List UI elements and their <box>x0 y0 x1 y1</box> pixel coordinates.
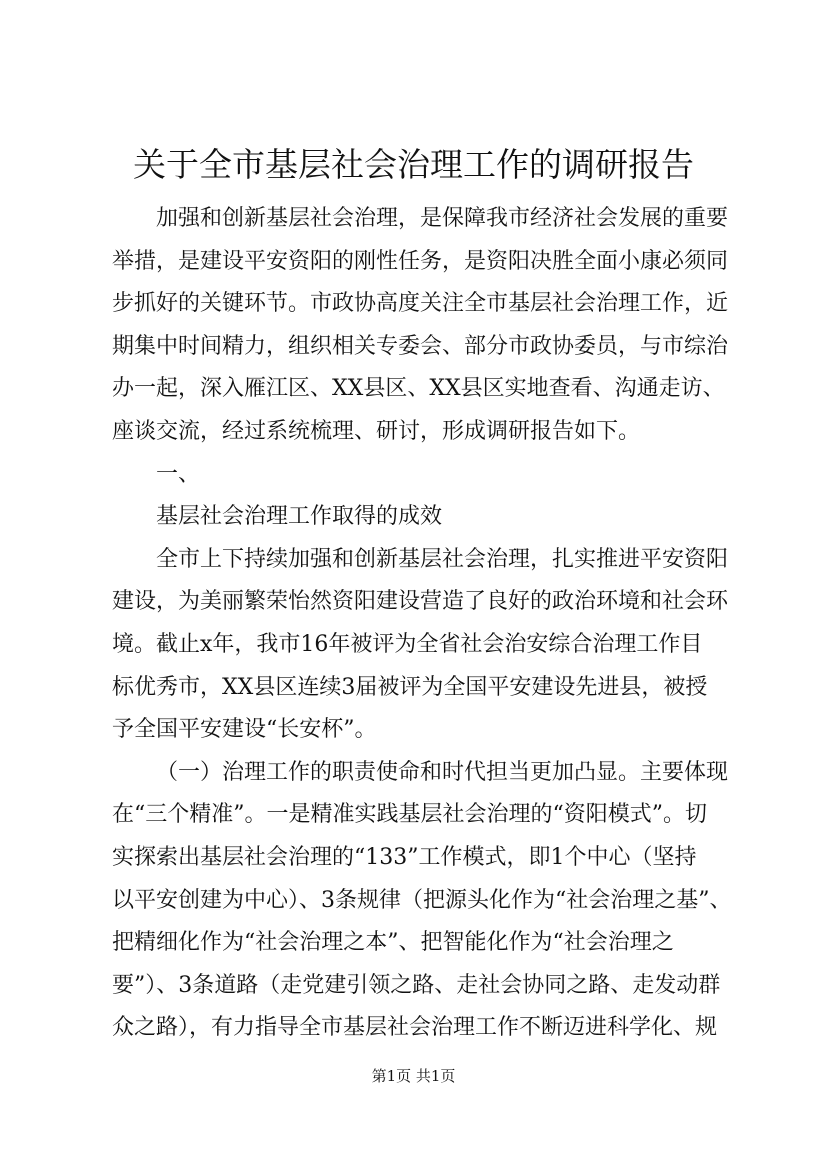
document-title: 关于全市基层社会治理工作的调研报告 <box>133 145 694 184</box>
paragraph-line: 把精细化作为“社会治理之本”、把智能化作为“社会治理之 <box>112 930 674 956</box>
paragraph-line: 境。截止x年，我市16年被评为全省社会治安综合治理工作目 <box>112 631 703 657</box>
paragraph-line: 实探索出基层社会治理的“133”工作模式，即1个中心（坚持 <box>112 844 697 870</box>
page-footer: 第1页 共1页 <box>371 1067 456 1085</box>
paragraph-line: 期集中时间精力，组织相关专委会、部分市政协委员，与市综治 <box>112 333 729 359</box>
section-number: 一、 <box>156 461 201 487</box>
paragraph-line: 全市上下持续加强和创新基层社会治理，扎实推进平安资阳 <box>156 546 729 572</box>
paragraph-line: 予全国平安建设“长安杯”。 <box>112 717 377 743</box>
paragraph-line: 座谈交流，经过系统梳理、研讨，形成调研报告如下。 <box>112 418 641 444</box>
paragraph-line: 在“三个精准”。一是精准实践基层社会治理的“资阳模式”。切 <box>112 802 707 828</box>
section-heading: 基层社会治理工作取得的成效 <box>156 504 443 530</box>
paragraph-line: 举措，是建设平安资阳的刚性任务，是资阳决胜全面小康必须同 <box>112 248 729 274</box>
paragraph-line: 以平安创建为中心）、3条规律（把源头化作为“社会治理之基”、 <box>112 887 732 913</box>
paragraph-line: 建设，为美丽繁荣怡然资阳建设营造了良好的政治环境和社会环 <box>112 589 729 615</box>
paragraph-line: 步抓好的关键环节。市政协高度关注全市基层社会治理工作，近 <box>112 291 729 317</box>
document-body <box>112 198 732 1050</box>
paragraph-line: 要”）、3条道路（走党建引领之路、走社会协同之路、走发动群 <box>112 972 721 998</box>
paragraph-line: 标优秀市，XX县区连续3届被评为全国平安建设先进县，被授 <box>112 674 708 700</box>
paragraph-line: 办一起，深入雁江区、XX县区、XX县区实地查看、沟通走访、 <box>112 376 725 402</box>
paragraph-line: 加强和创新基层社会治理，是保障我市经济社会发展的重要 <box>156 206 729 231</box>
paragraph-line: 众之路），有力指导全市基层社会治理工作不断迈进科学化、规 <box>112 1015 718 1041</box>
paragraph-line: （一）治理工作的职责使命和时代担当更加凸显。主要体现 <box>156 759 729 785</box>
